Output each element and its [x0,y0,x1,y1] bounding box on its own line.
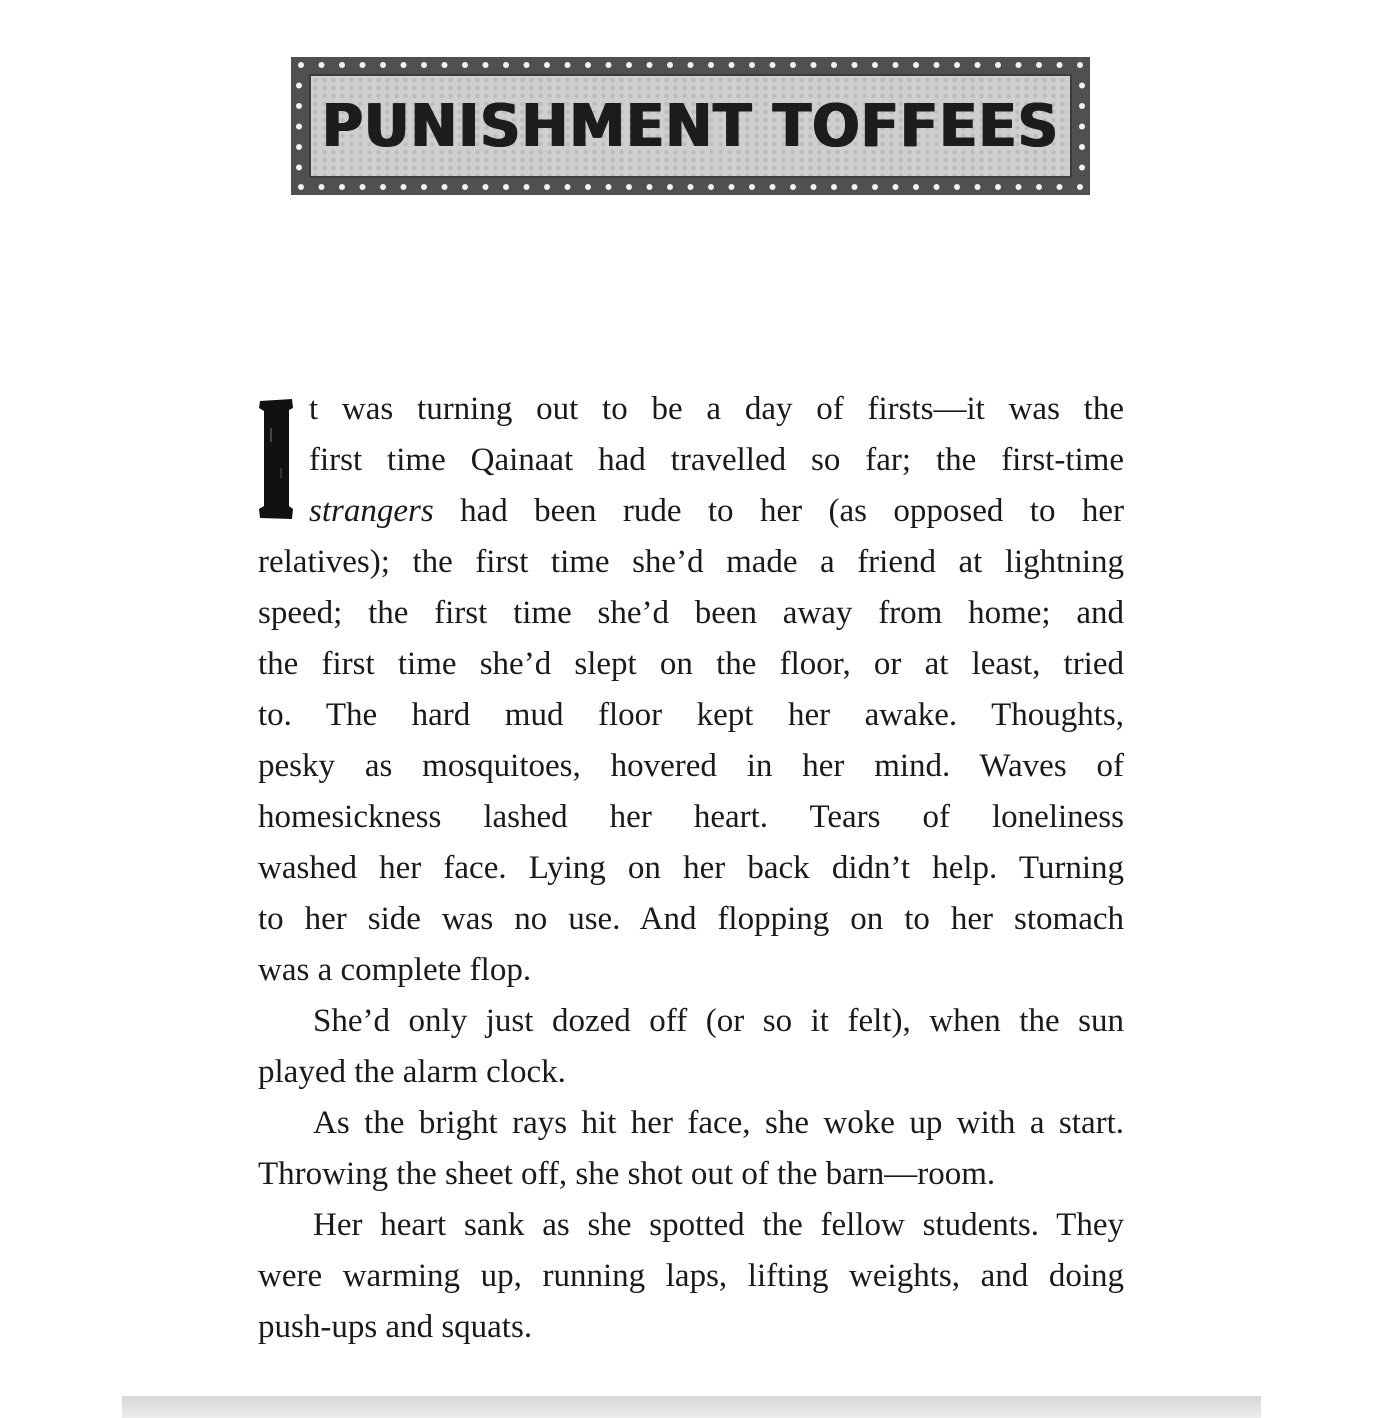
marquee-light [606,184,612,190]
marquee-light [503,184,509,190]
marquee-light [667,184,673,190]
marquee-light [339,62,345,68]
paragraph-line: t was turning out to be a day of firsts—it was the [309,391,1124,427]
marquee-light [1077,62,1083,68]
marquee-light [319,62,325,68]
marquee-light [1057,184,1063,190]
marquee-light [401,184,407,190]
chapter-title-banner [291,57,1090,195]
marquee-light [811,62,817,68]
marquee-light [462,62,468,68]
marquee-light [729,62,735,68]
marquee-light [913,184,919,190]
marquee-light [1036,184,1042,190]
marquee-light [626,184,632,190]
marquee-light [872,184,878,190]
marquee-light [319,184,325,190]
paragraph-line-rest: had been rude to her (as opposed to her [460,493,1124,529]
marquee-light [1016,62,1022,68]
paragraph-line: played the alarm clock. [258,1054,566,1090]
marquee-light [296,83,302,89]
marquee-light [626,62,632,68]
marquee-light [811,184,817,190]
marquee-light [606,62,612,68]
marquee-light [729,184,735,190]
marquee-light [1077,184,1083,190]
marquee-light [831,184,837,190]
marquee-light [421,184,427,190]
marquee-light [995,62,1001,68]
marquee-light [790,184,796,190]
marquee-light [893,184,899,190]
marquee-light [667,62,673,68]
marquee-light [1079,103,1085,109]
marquee-light [647,184,653,190]
marquee-light [380,62,386,68]
paragraph-line: were warming up, running laps, lifting weights, and doing [258,1258,1124,1294]
paragraph-line: push-ups and squats. [258,1309,533,1345]
marquee-light [360,184,366,190]
marquee-light [893,62,899,68]
paragraph-line: was a complete flop. [258,952,532,988]
marquee-light [688,62,694,68]
marquee-light [360,62,366,68]
marquee-light [462,184,468,190]
paragraph-line: to her side was no use. And flopping on to her stomach [258,901,1124,937]
marquee-light [708,62,714,68]
marquee-light [852,62,858,68]
marquee-light [770,62,776,68]
paragraph-line: pesky as mosquitoes, hovered in her mind. Waves of [258,748,1124,784]
marquee-light [296,124,302,130]
marquee-light [1036,62,1042,68]
banner-panel [309,74,1072,178]
marquee-light [688,184,694,190]
paragraph-line: first time Qainaat had travelled so far; the first-time [309,442,1124,478]
paragraph-line: the first time she’d slept on the floor, or at least, tried [258,646,1124,682]
marquee-light [852,184,858,190]
marquee-light [524,62,530,68]
marquee-light [1079,144,1085,150]
marquee-light [421,62,427,68]
marquee-light [1079,165,1085,171]
paragraph-line: speed; the first time she’d been away from home; and [258,595,1124,631]
marquee-light [483,184,489,190]
marquee-light [524,184,530,190]
italic-word: strangers [309,493,434,529]
paragraph-line: As the bright rays hit her face, she woke up with a start. [313,1105,1124,1141]
marquee-light [708,184,714,190]
paragraph-line: washed her face. Lying on her back didn’t help. Turning [258,850,1124,886]
paragraph-line: Her heart sank as she spotted the fellow students. They [313,1207,1124,1243]
marquee-light [749,62,755,68]
marquee-light [339,184,345,190]
marquee-light [503,62,509,68]
marquee-light [483,62,489,68]
chapter-title: PUNISHMENT TOFFEES [321,91,1060,161]
marquee-light [913,62,919,68]
marquee-light [585,184,591,190]
paragraph-line: Throwing the sheet off, she shot out of the barn—room. [258,1156,996,1192]
paragraph-line-with-italic [258,486,1124,537]
chapter-body [258,384,1124,1353]
marquee-light [565,184,571,190]
paragraph-line: homesickness lashed her heart. Tears of loneliness [258,799,1124,835]
marquee-light [954,62,960,68]
marquee-light [934,184,940,190]
marquee-light [544,184,550,190]
marquee-light [647,62,653,68]
marquee-light [934,62,940,68]
paragraph-line: She’d only just dozed off (or so it felt), when the sun [313,1003,1124,1039]
paragraph-line: to. The hard mud floor kept her awake. Thoughts, [258,697,1124,733]
marquee-light [298,62,304,68]
marquee-light [298,184,304,190]
marquee-light [872,62,878,68]
marquee-light [1079,83,1085,89]
marquee-light [749,184,755,190]
marquee-light [442,62,448,68]
marquee-light [1057,62,1063,68]
paragraph-line: relatives); the first time she’d made a friend at lightning [258,544,1124,580]
marquee-light [380,184,386,190]
marquee-light [296,165,302,171]
marquee-light [995,184,1001,190]
marquee-light [401,62,407,68]
marquee-light [975,62,981,68]
marquee-light [770,184,776,190]
marquee-light [565,62,571,68]
marquee-light [790,62,796,68]
marquee-light [831,62,837,68]
marquee-light [296,144,302,150]
marquee-light [1079,124,1085,130]
page-bottom-edge [122,1396,1261,1418]
marquee-light [585,62,591,68]
marquee-light [442,184,448,190]
marquee-light [954,184,960,190]
marquee-light [975,184,981,190]
marquee-light [1016,184,1022,190]
marquee-light [296,103,302,109]
marquee-light [544,62,550,68]
